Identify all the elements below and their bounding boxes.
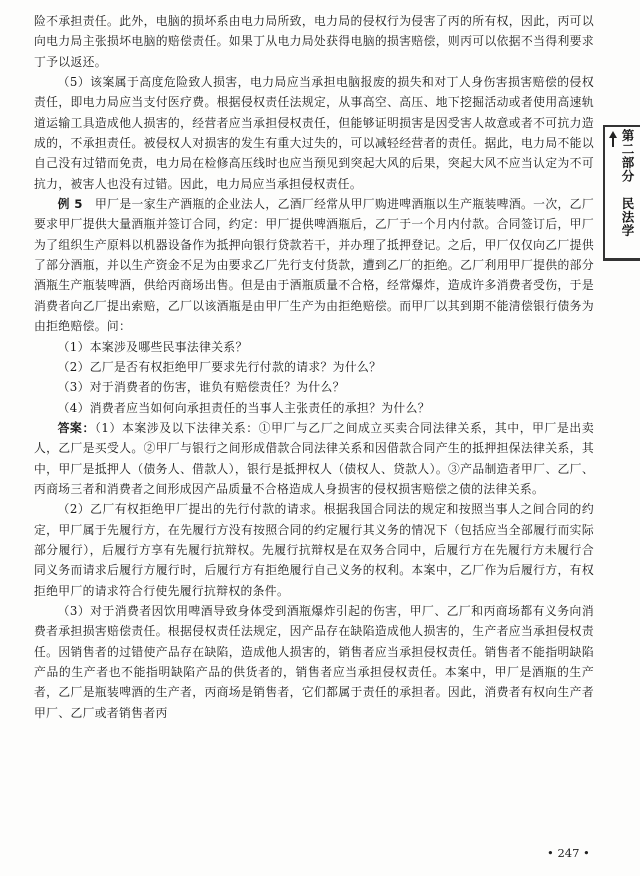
section-side-tab [603, 125, 640, 261]
example-label: 例 5 [57, 197, 83, 212]
answer-paragraph: 答案：（1）本案涉及以下法律关系：①甲厂与乙厂之间成立买卖合同法律关系，其中，甲厂是出卖人，乙厂是买受人。②甲厂与银行之间形成借款合同法律关系和因借款合同产生的抵押担保法律关系，其中，甲厂是抵押人（债务人、借款人），银行是抵押权人（债权人、贷款人）。③产品制造者甲厂、乙厂、丙商场三者和消费者之间形成因产品质量不合格造成人身损害的侵权损害赔偿之债的法律关系。 [34, 420, 594, 496]
answer-label: 答案： [57, 420, 95, 435]
question-item: （4）消费者应当如何向承担责任的当事人主张责任的承担？为什么？ [57, 400, 430, 415]
question-item: （1）本案涉及哪些民事法律关系？ [57, 339, 248, 354]
page-number: • 247 • [547, 846, 590, 860]
side-tab-part: 第二部分 [620, 129, 635, 183]
up-arrow-stem [612, 137, 614, 147]
answer-paragraph: （3）对于消费者因饮用啤酒导致身体受到酒瓶爆炸引起的伤害，甲厂、乙厂和丙商场都有义务向消费者承担损害赔偿责任。根据侵权责任法规定，因产品存在缺陷造成他人损害的，生产者应当承担侵权责任。因销售者的过错使产品存在缺陷，造成他人损害的，销售者应当承担侵权责任。销售者不能指明缺陷产品的生产者也不能指明缺陷产品的供货者的，销售者应当承担侵权责任。本案中，甲厂是酒瓶的生产者，乙厂是瓶装啤酒的生产者，丙商场是销售者，它们都属于责任的承担者。因此，消费者有权向生产者甲厂、乙厂或者销售者丙 [34, 603, 594, 720]
side-tab-subject: 民法学 [620, 197, 635, 238]
question-item: （3）对于消费者的伤害，谁负有赔偿责任？为什么？ [57, 380, 345, 395]
example-paragraph: 例 5 甲厂是一家生产酒瓶的企业法人，乙酒厂经常从甲厂购进啤酒瓶以生产瓶装啤酒。一次，乙厂要求甲厂提供大量酒瓶并签订合同，约定：甲厂提供啤酒瓶后，乙厂于一个月内付款。合同签订后，甲厂为了组织生产原料以机器设备作为抵押向银行贷款若干，并办理了抵押登记。之后，甲厂仅仅向乙厂提供了部分酒瓶，并以生产资金不足为由要求乙厂先行支付货款，遭到乙厂的拒绝。乙厂利用甲厂提供的部分酒瓶生产瓶装啤酒，供给丙商场出售。但是由于酒瓶质量不合格，经常爆炸，造成许多消费者受伤，于是消费者向乙厂提出索赔，乙厂以该酒瓶是由甲厂生产为由拒绝赔偿。而甲厂以其到期不能清偿银行债务为由拒绝赔偿。问： [34, 197, 594, 334]
body-text [34, 11, 594, 723]
tab-rule [605, 258, 640, 261]
answer-paragraph: （2）乙厂有权拒绝甲厂提出的先行付款的请求。根据我国合同法的规定和按照当事人之间合同的约定，甲厂属于先履行方，在先履行方没有按照合同的约定履行其义务的情况下（包括应当全部履行而实际部分履行），后履行方享有先履行抗辩权。先履行抗辩权是在双务合同中，后履行方在先履行方未履行合同义务而请求后履行方履行时，后履行方有拒绝履行自己义务的权利。本案中，乙厂作为后履行方，有权拒绝甲厂的请求符合行使先履行抗辩权的条件。 [34, 502, 594, 598]
tab-rule [605, 125, 640, 127]
question-item: （2）乙厂是否有权拒绝甲厂要求先行付款的请求？为什么？ [57, 359, 382, 374]
paragraph: （5）该案属于高度危险致人损害，电力局应当承担电脑报废的损失和对丁人身伤害损害赔偿的侵权责任，即电力局应当支付医疗费。根据侵权责任法规定，从事高空、高压、地下挖掘活动或者使用高速轨道运输工具造成他人损害的，经营者应当承担侵权责任，但能够证明损害是因受害人故意或者不可抗力造成的，不承担责任。被侵权人对损害的发生有重大过失的，可以减轻经营者的责任。据此，电力局不能以自己没有过错而免责，电力局在检修高压线时也应当预见到突起大风的后果，突起大风不应当认定为不可抗力，被害人也没有过错。因此，电力局应当承担侵权责任。 [34, 75, 594, 191]
paragraph: 险不承担责任。此外，电脑的损坏系由电力局所致，电力局的侵权行为侵害了丙的所有权，因此，丙可以向电力局主张损坏电脑的赔偿责任。如果丁从电力局处获得电脑的损害赔偿，则丙可以依据不当得利要求丁予以返还。 [34, 14, 594, 69]
